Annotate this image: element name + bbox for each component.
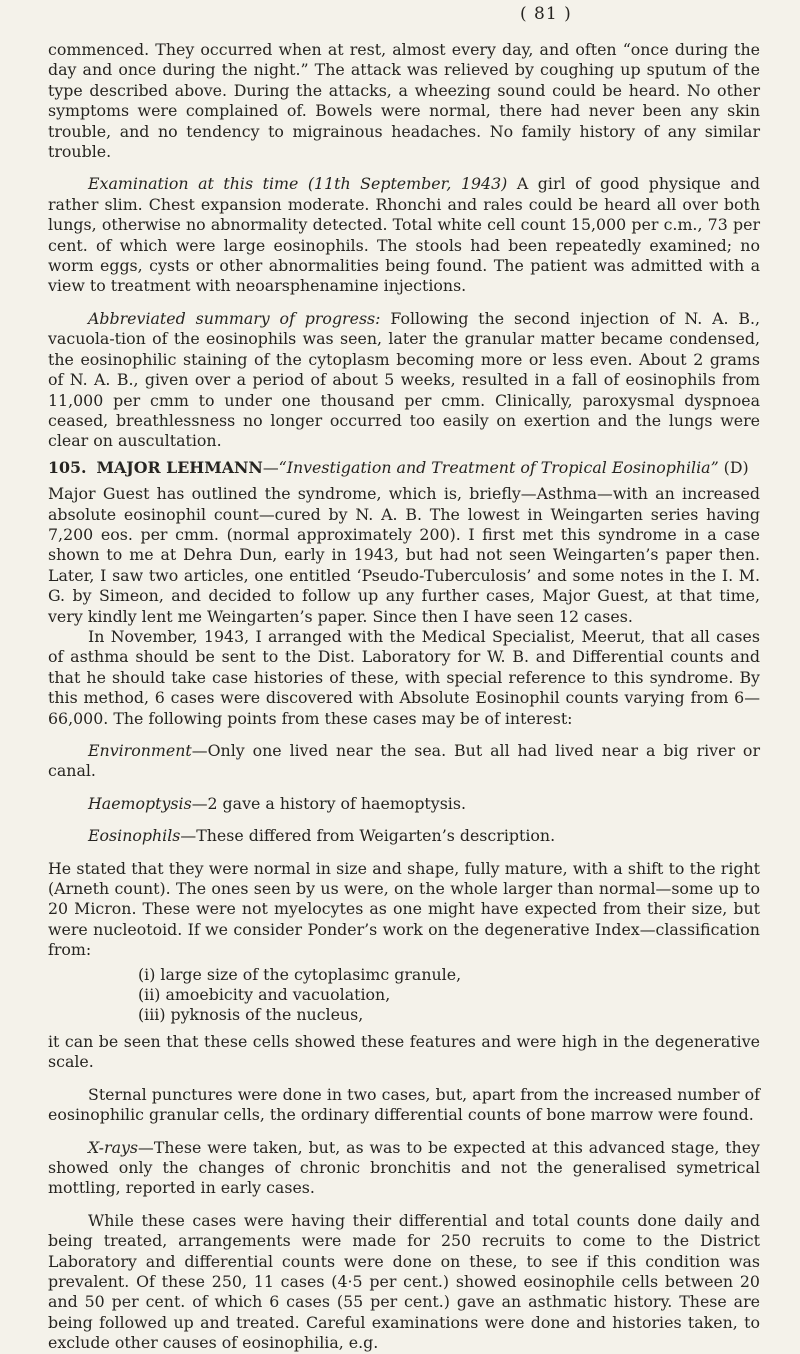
- progress-lead: Abbreviated summary of progress:: [88, 308, 381, 328]
- eosinophils-text: —These differed from Weigarten’s description.: [180, 826, 556, 846]
- section-heading: [48, 458, 760, 478]
- paragraph-november: In November, 1943, I arranged with the Medical Specialist, Meerut, that all cases of asthma should be sent to the Dist. Laboratory for W. B. and Differential counts and that he should take case histories of these, with special reference to this syndrome. By this method, 6 cases were discovered with Absolute Eosinophil counts varying from 6—66,000. The following points from these cases may be of interest:: [48, 626, 760, 728]
- haemoptysis-text: —2 gave a history of haemoptysis.: [191, 793, 466, 813]
- page-number: ( 81 ): [520, 4, 572, 24]
- list-item: (i) large size of the cytoplasimc granule,: [138, 964, 462, 984]
- xrays-text: —These were taken, but, as was to be expected at this advanced stage, they showed only the changes of chronic bronchitis and not the generalised symetrical mottling, reported in early cases.: [48, 1137, 760, 1198]
- list-item: (iii) pyknosis of the nucleus,: [138, 1005, 364, 1025]
- haemoptysis-lead: Haemoptysis: [88, 793, 192, 813]
- heading-dash: —: [262, 457, 279, 477]
- paragraph-xrays: [48, 1138, 760, 1199]
- xrays-lead: X-rays: [88, 1137, 139, 1157]
- examination-lead: Examination at this time (11th September, 1943): [88, 174, 508, 194]
- progress-text: Following the second injection of N. A. B., vacuola-tion of the eosinophils was seen, later the granular matter became condensed, the eosinophilic staining of the cytoplasm becoming more or less even. About 2 grams of N. A. B., given over a period of about 5 weeks, resulted in a fall of eosinophils from 11,000 per cmm to under one thousand per cmm. Clinically, paroxysmal dyspnoea ceased, breathlessness no longer occurred too easily on exertion and the lungs were clear on auscultation.: [48, 308, 761, 451]
- environment-text: —Only one lived near the sea. But all had lived near a big river or canal.: [48, 741, 760, 781]
- paragraph-degenerative: it can be seen that these cells showed these features and were high in the degenerative scale.: [48, 1031, 760, 1072]
- classification-list: [138, 965, 760, 1026]
- paragraph-progress: [48, 309, 760, 452]
- paragraph-eosinophils: [48, 826, 760, 846]
- paragraph-environment: [48, 741, 760, 782]
- heading-tail: (D): [718, 457, 749, 477]
- paragraph-description: He stated that they were normal in size and shape, fully mature, with a shift to the right (Arneth count). The ones seen by us were, on the whole larger than normal—some up to 20 Micron. These were not myelocytes as one might have expected from their size, but were nucleotoid. If we consider Ponder’s work on the degenerative Index—classification from:: [48, 858, 760, 960]
- examination-text: A girl of good physique and rather slim. Chest expansion moderate. Rhonchi and rales could be heard all over both lungs, otherwise no abnormality detected. Total white cell count 15,000 per c.m., 73 per cent. of which were large eosinophils. The stools had been repeatedly examined; no worm eggs, cysts or other abnormalities being found. The patient was admitted with a view to treatment with neoarsphenamine injections.: [48, 174, 760, 296]
- paragraph-haemoptysis: [48, 794, 760, 814]
- heading-author: MAJOR LEHMANN: [96, 457, 263, 477]
- paragraph-sternal: Sternal punctures were done in two cases, but, apart from the increased number of eosinophilic granular cells, the ordinary differential counts of bone marrow were found.: [48, 1084, 760, 1125]
- eosinophils-lead: Eosinophils: [88, 826, 181, 846]
- paragraph-case-history: commenced. They occurred when at rest, almost every day, and often “once during the day and once during the night.” The attack was relieved by coughing up sputum of the type described above. During the attacks, a wheezing sound could be heard. No other symptoms were complained of. Bowels were normal, there had never been any skin trouble, and no tendency to migrainous headaches. No family history of any similar trouble.: [48, 40, 760, 162]
- paragraph-recruits: While these cases were having their differential and total counts done daily and being treated, arrangements were made for 250 recruits to come to the District Laboratory and differential counts were done on these, to see if this condition was prevalent. Of these 250, 11 cases (4·5 per cent.) showed eosinophile cells between 20 and 50 per cent. of which 6 cases (55 per cent.) gave an asthmatic history. These are being followed up and treated. Careful examinations were done and histories taken, to exclude other causes of eosinophilia, e.g.: [48, 1210, 760, 1353]
- list-item: (ii) amoebicity and vacuolation,: [138, 985, 391, 1005]
- paragraph-examination: [48, 174, 760, 296]
- environment-lead: Environment: [88, 741, 192, 760]
- heading-title: “Investigation and Treatment of Tropical Eosinophilia”: [278, 457, 719, 477]
- paragraph-syndrome: Major Guest has outlined the syndrome, which is, briefly—Asthma—with an increased absolute eosinophil count—cured by N. A. B. The lowest in Weingarten series having 7,200 eos. per cmm. (normal approximately 200). I first met this syndrome in a case shown to me at Dehra Dun, early in 1943, but had not seen Weingarten’s paper then. Later, I saw two articles, one entitled ‘Pseudo-Tuberculosis’ and some notes in the I. M. G. by Simeon, and decided to follow up any further cases, Major Guest, at that time, very kindly lent me Weingarten’s paper. Since then I have seen 12 cases.: [48, 484, 760, 626]
- heading-number: 105.: [48, 457, 87, 477]
